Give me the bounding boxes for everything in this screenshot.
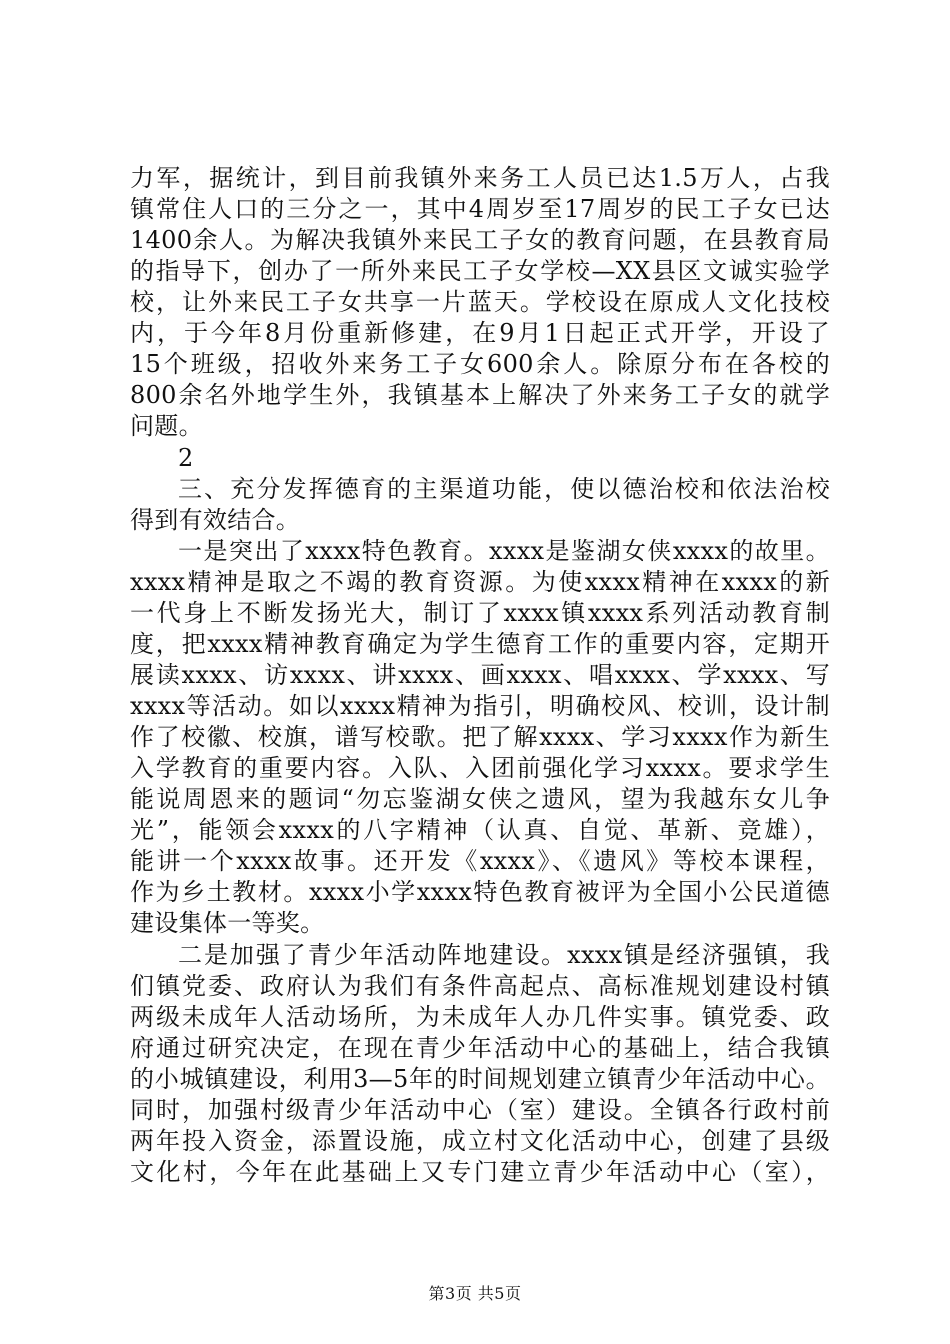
text-line: 入学教育的重要内容。入队、入团前强化学习xxxx。要求学生 [130,754,830,782]
text-line: 15个班级，招收外来务工子女600余人。除原分布在各校的 [130,350,830,378]
text-line: 同时，加强村级青少年活动中心（室）建设。全镇各行政村前 [130,1096,830,1124]
text-line: 光”，能领会xxxx的八字精神（认真、自觉、革新、竞雄）， [130,816,830,844]
page-footer: 第3页 共5页 [428,1284,522,1303]
text-line: 建设集体一等奖。 [130,909,325,937]
text-line: 校，让外来民工子女共享一片蓝天。学校设在原成人文化技校 [130,288,830,316]
text-line: 们镇党委、政府认为我们有条件高起点、高标准规划建设村镇 [130,972,830,1000]
text-line: 问题。 [130,412,203,440]
text-line: 一是突出了xxxx特色教育。xxxx是鉴湖女侠xxxx的故里。 [178,537,830,565]
section-heading-continued: 得到有效结合。 [130,506,301,534]
text-line: 两年投入资金，添置设施，成立村文化活动中心，创建了县级 [130,1127,830,1155]
text-line: 府通过研究决定，在现在青少年活动中心的基础上，结合我镇 [130,1034,830,1062]
text-line: 的指导下，创办了一所外来民工子女学校—XX县区文诚实验学 [130,257,830,285]
section-heading: 三、充分发挥德育的主渠道功能，使以德治校和依法治校 [178,475,830,503]
text-line: 力军，据统计，到目前我镇外来务工人员已达1.5万人，占我 [130,164,830,192]
text-line: 800余名外地学生外，我镇基本上解决了外来务工子女的就学 [130,381,830,409]
text-line: 展读xxxx、访xxxx、讲xxxx、画xxxx、唱xxxx、学xxxx、写 [130,661,830,689]
text-line: 两级未成年人活动场所，为未成年人办几件实事。镇党委、政 [130,1003,830,1031]
text-line: 镇常住人口的三分之一，其中4周岁至17周岁的民工子女已达 [130,195,830,223]
text-line: 1400余人。为解决我镇外来民工子女的教育问题，在县教育局 [130,226,830,254]
text-line: 的小城镇建设，利用3—5年的时间规划建立镇青少年活动中心。 [130,1065,830,1093]
text-line: 二是加强了青少年活动阵地建设。xxxx镇是经济强镇，我 [178,941,830,969]
text-line: xxxx精神是取之不竭的教育资源。为使xxxx精神在xxxx的新 [130,568,830,596]
text-line: 度，把xxxx精神教育确定为学生德育工作的重要内容，定期开 [130,630,830,658]
text-line: 能说周恩来的题词“勿忘鉴湖女侠之遗风，望为我越东女儿争 [130,785,830,813]
page-number-marker: 2 [178,444,194,472]
text-line: 文化村，今年在此基础上又专门建立青少年活动中心（室）， [130,1158,830,1186]
text-line: 内，于今年8月份重新修建，在9月1日起正式开学，开设了 [130,319,830,347]
text-line: xxxx等活动。如以xxxx精神为指引，明确校风、校训，设计制 [130,692,830,720]
text-line: 作为乡土教材。xxxx小学xxxx特色教育被评为全国小公民道德 [130,878,830,906]
text-line: 作了校徽、校旗，谱写校歌。把了解xxxx、学习xxxx作为新生 [130,723,830,751]
text-line: 一代身上不断发扬光大，制订了xxxx镇xxxx系列活动教育制 [130,599,830,627]
text-line: 能讲一个xxxx故事。还开发《xxxx》、《遗风》等校本课程， [130,847,830,875]
